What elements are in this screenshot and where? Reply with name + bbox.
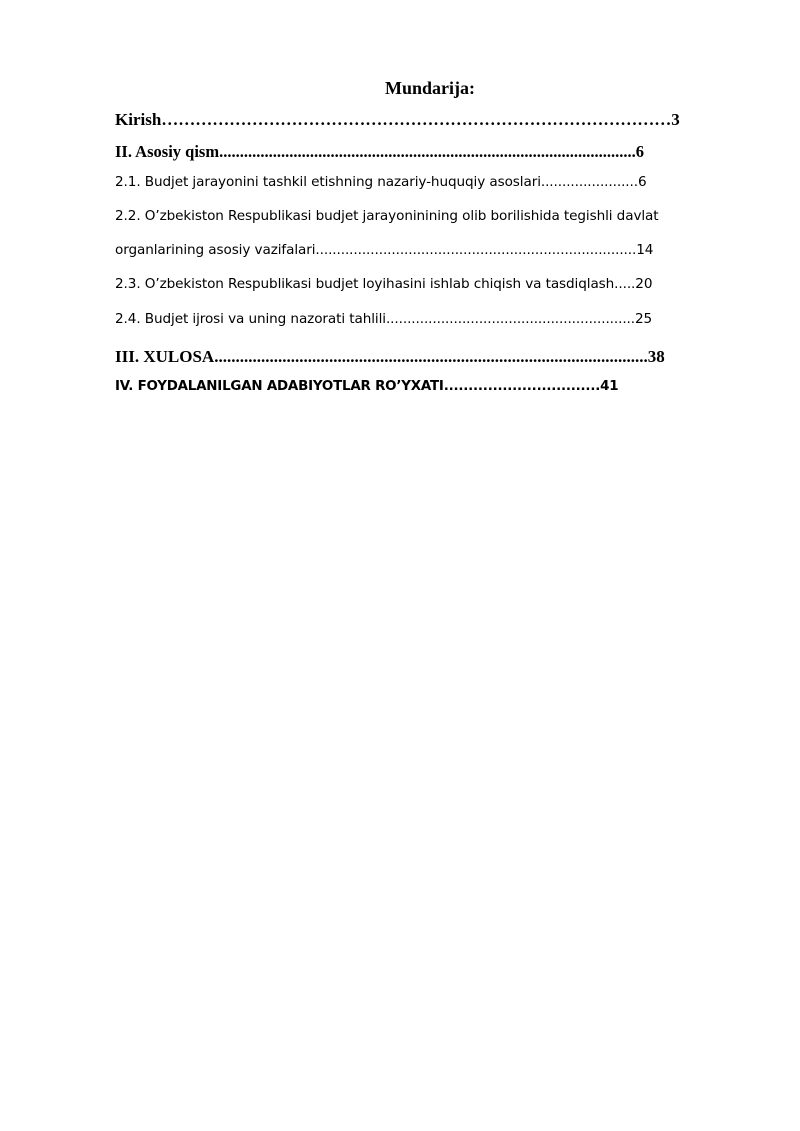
toc-entry-introduction: Kirish………………………………………………………………………………3 [115,110,680,129]
toc-entry-main-part: II. Asosiy qism.....................................................................................................6 [115,142,644,161]
toc-entry-references: IV. FOYDALANILGAN ADABIYOTLAR RO’YXATI................................41 [115,379,619,394]
toc-entry-section-2-2-continued: organlarining asosiy vazifalari............................................................................14 [115,242,654,258]
toc-entry-section-2-3: 2.3. O’zbekiston Respublikasi budjet loyihasini ishlab chiqish va tasdiqlash.....20 [115,276,653,292]
toc-entry-section-2-4: 2.4. Budjet ijrosi va uning nazorati tahlili...........................................................25 [115,311,653,327]
toc-entry-section-2-1: 2.1. Budjet jarayonini tashkil etishning nazariy-huquqiy asoslari.......................6 [115,174,647,190]
page-title: Mundarija: [385,78,475,98]
toc-entry-section-2-2: 2.2. O’zbekiston Respublikasi budjet jarayoninining olib borilishida tegishli davlat [115,208,659,224]
toc-entry-conclusion: III. XULOSA......................................................................................................38 [115,347,665,366]
